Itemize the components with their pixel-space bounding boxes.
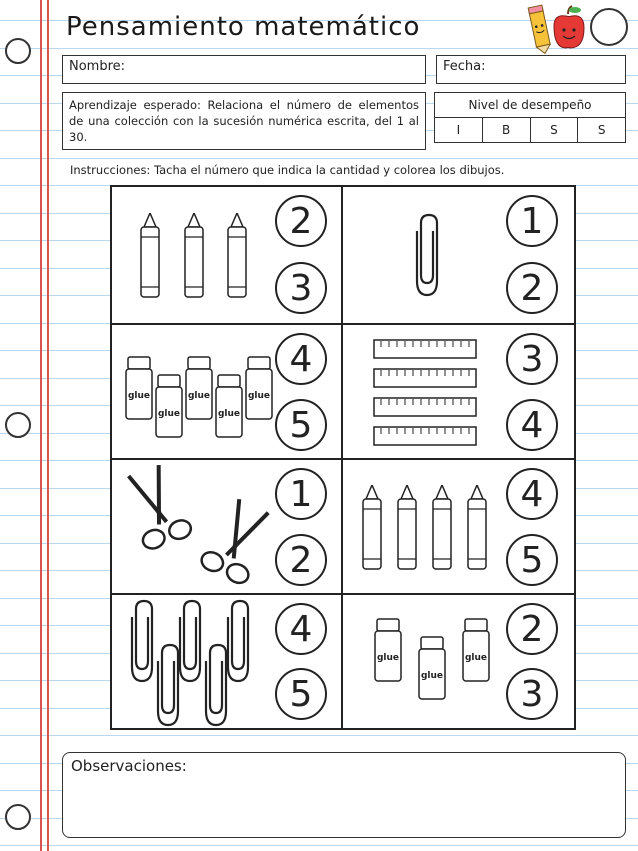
- instructions: Instrucciones: Tacha el número que indica la cantidad y colorea los dibujos.: [70, 163, 505, 177]
- crayon-icon: [360, 485, 384, 575]
- number-option[interactable]: 3: [506, 333, 558, 385]
- level-cell[interactable]: I: [435, 118, 483, 142]
- ruled-line: [0, 845, 638, 846]
- scissors-icon: [190, 491, 282, 596]
- number-option[interactable]: 2: [275, 195, 327, 247]
- margin-line: [40, 0, 42, 851]
- svg-text:glue: glue: [464, 653, 488, 663]
- date-field[interactable]: [436, 55, 626, 84]
- crayon-icon: [138, 213, 162, 303]
- item-group: [349, 595, 500, 728]
- binder-hole: [5, 38, 31, 64]
- exercise-cell: [343, 460, 574, 595]
- glue-icon: [154, 373, 184, 443]
- glue-icon: [461, 617, 491, 687]
- svg-text:glue: glue: [157, 409, 181, 419]
- number-option[interactable]: 4: [506, 468, 558, 520]
- number-option[interactable]: 1: [506, 195, 558, 247]
- number-option[interactable]: 4: [275, 603, 327, 655]
- paperclip-icon: [148, 641, 184, 735]
- exercise-cell: [112, 325, 343, 460]
- exercise-cell: [112, 187, 343, 325]
- paperclip-icon: [196, 641, 232, 735]
- name-field[interactable]: [62, 55, 426, 84]
- svg-text:glue: glue: [247, 391, 271, 401]
- number-option[interactable]: 3: [506, 668, 558, 720]
- number-option[interactable]: 5: [275, 399, 327, 451]
- crayon-icon: [182, 213, 206, 303]
- ruler-icon: [373, 339, 477, 363]
- item-group: [118, 187, 269, 325]
- performance-table: [434, 92, 626, 143]
- item-group: [349, 325, 500, 460]
- exercise-cell: [343, 325, 574, 460]
- glue-icon: [124, 355, 154, 425]
- item-group: [118, 595, 269, 728]
- binder-hole: [5, 412, 31, 438]
- level-cell[interactable]: S: [531, 118, 579, 142]
- glue-icon: [214, 373, 244, 443]
- date-label: Fecha:: [443, 59, 486, 74]
- item-group: [118, 325, 269, 460]
- ruled-line: [0, 735, 638, 736]
- number-option[interactable]: 3: [275, 262, 327, 314]
- svg-text:glue: glue: [127, 391, 151, 401]
- scissors-icon: [115, 458, 201, 561]
- ruler-icon: [373, 426, 477, 450]
- ruler-icon: [373, 368, 477, 392]
- exercise-cell: [112, 595, 343, 728]
- item-group: [349, 187, 500, 325]
- performance-title: Nivel de desempeño: [435, 93, 625, 118]
- page-title: Pensamiento matemático: [66, 12, 421, 42]
- name-label: Nombre:: [69, 59, 126, 74]
- number-option[interactable]: 4: [506, 399, 558, 451]
- crayon-icon: [430, 485, 454, 575]
- number-option[interactable]: 4: [275, 333, 327, 385]
- ruled-line: [0, 158, 638, 159]
- observations-label: Observaciones:: [71, 757, 187, 775]
- level-cell[interactable]: S: [597, 123, 606, 137]
- glue-icon: [373, 617, 403, 687]
- glue-icon: [244, 355, 274, 425]
- svg-text:glue: glue: [420, 671, 444, 681]
- crayon-icon: [395, 485, 419, 575]
- level-cell[interactable]: B: [483, 118, 531, 142]
- number-option[interactable]: 1: [275, 468, 327, 520]
- number-option[interactable]: 2: [506, 262, 558, 314]
- number-option[interactable]: 2: [506, 603, 558, 655]
- item-group: [118, 460, 269, 595]
- svg-text:glue: glue: [376, 653, 400, 663]
- svg-text:glue: glue: [187, 391, 211, 401]
- crayon-icon: [225, 213, 249, 303]
- svg-text:glue: glue: [217, 409, 241, 419]
- corner-circle: [590, 8, 628, 46]
- learning-text: Aprendizaje esperado: Relaciona el número de elementos de una colección con la sucesión numérica escrita, del 1 al 30.: [69, 98, 419, 144]
- crayon-icon: [465, 485, 489, 575]
- learning-box: [62, 92, 426, 150]
- glue-icon: [417, 635, 447, 705]
- number-option[interactable]: 2: [275, 534, 327, 586]
- observations-box[interactable]: [62, 752, 626, 838]
- paperclip-icon: [407, 211, 443, 305]
- margin-line: [47, 0, 49, 851]
- number-option[interactable]: 5: [275, 668, 327, 720]
- exercise-cell: [112, 460, 343, 595]
- item-group: [349, 460, 500, 595]
- exercise-cell: [343, 595, 574, 728]
- binder-hole: [5, 804, 31, 830]
- number-option[interactable]: 5: [506, 534, 558, 586]
- pencil-apple-icon: [524, 4, 586, 54]
- glue-icon: [184, 355, 214, 425]
- exercise-grid: [110, 185, 576, 730]
- exercise-cell: [343, 187, 574, 325]
- ruler-icon: [373, 397, 477, 421]
